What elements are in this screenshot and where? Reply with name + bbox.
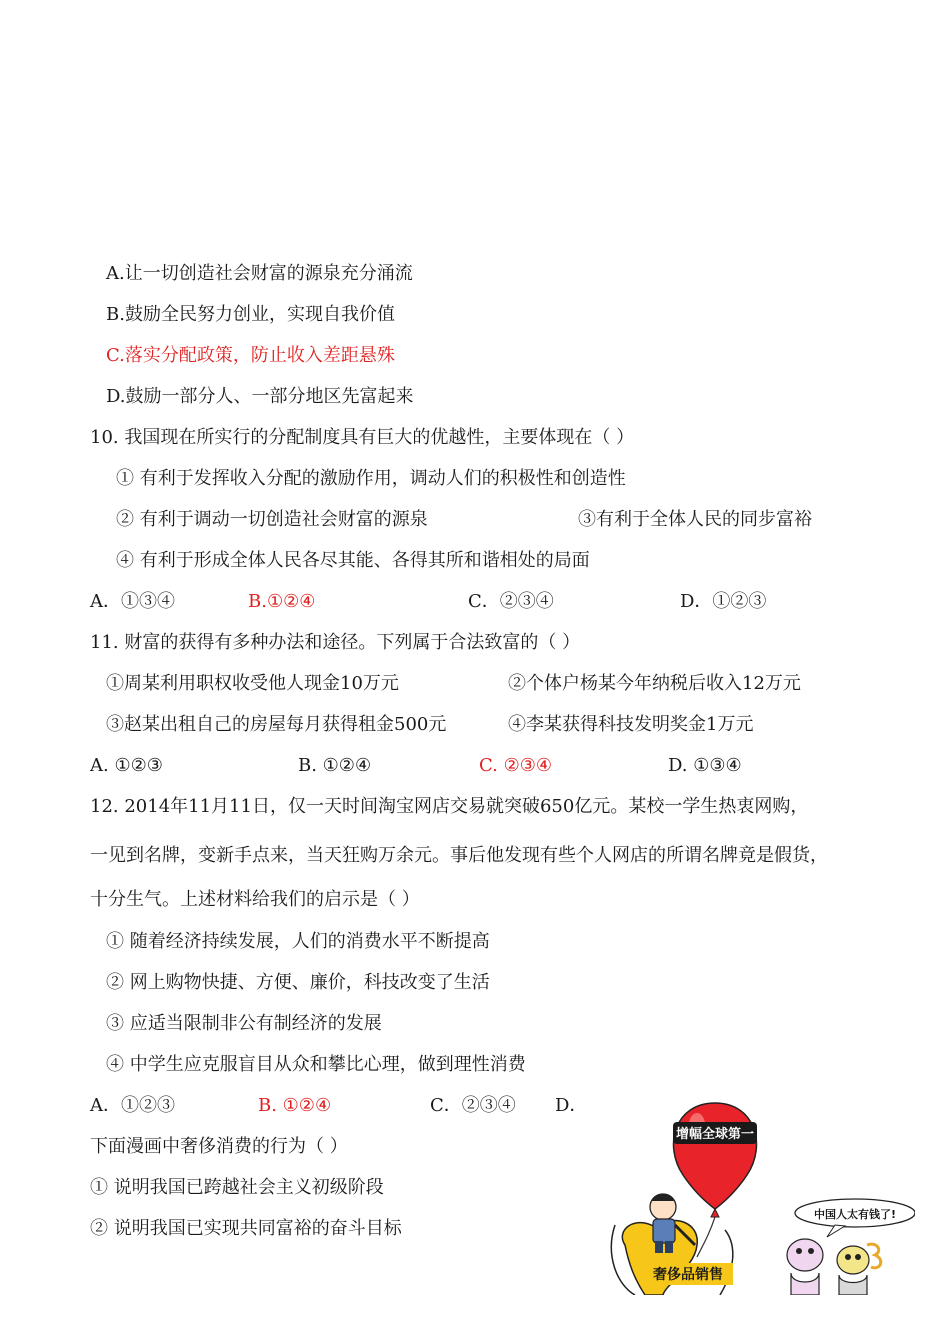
q11-statement-2: ②个体户杨某今年纳税后收入12万元 [508,673,801,694]
q12-choice-d: D． [555,1095,588,1116]
balloon-text: 增幅全球第一 [675,1127,755,1142]
q10-stem: 10. 我国现在所实行的分配制度具有巨大的优越性，主要体现在（ ） [90,427,635,448]
q12-stem-line-3: 十分生气。上述材料给我们的启示是（ ） [90,889,420,910]
q10-statement-1: ① 有利于发挥收入分配的激励作用，调动人们的积极性和创造性 [116,468,626,489]
q11-choice-c-answer: C. ②③④ [479,755,552,776]
q12-statement-4: ④ 中学生应克服盲目从众和攀比心理，做到理性消费 [106,1054,526,1075]
q11-statement-4: ④李某获得科技发明奖金1万元 [508,714,754,735]
q10-choice-d: D．①②③ [680,591,767,612]
q10-statement-2: ② 有利于调动一切创造社会财富的源泉 [116,509,428,530]
q10-choice-c: C．②③④ [468,591,554,612]
q11-choice-b: B. ①②④ [298,755,372,776]
q12-statement-3: ③ 应适当限制非公有制经济的发展 [106,1013,382,1034]
q9-option-a: A.让一切创造社会财富的源泉充分涌流 [106,263,413,284]
q11-stem: 11. 财富的获得有多种办法和途径。下列属于合法致富的（ ） [90,632,581,653]
q13-stem: 下面漫画中奢侈消费的行为（ ） [90,1136,348,1157]
q11-statement-1: ①周某利用职权收受他人现金10万元 [106,673,399,694]
q9-option-b: B.鼓励全民努力创业，实现自我价值 [106,304,395,325]
q12-statement-1: ① 随着经济持续发展，人们的消费水平不断提高 [106,931,490,952]
q12-statement-2: ② 网上购物快捷、方便、廉价，科技改变了生活 [106,972,490,993]
q9-option-c-answer: C.落实分配政策，防止收入差距悬殊 [106,345,395,366]
bubble-text: 中国人太有钱了! [813,1208,897,1221]
q10-statement-3: ③有利于全体人民的同步富裕 [578,509,812,530]
q13-statement-2: ② 说明我国已实现共同富裕的奋斗目标 [90,1218,402,1239]
q12-choice-c: C．②③④ [430,1095,516,1116]
q10-choice-b-answer: B.①②④ [248,591,316,612]
q12-stem-line-1: 12. 2014年11月11日，仅一天时间淘宝网店交易就突破650亿元。某校一学生热衷网购， [90,796,809,817]
q11-statement-3: ③赵某出租自己的房屋每月获得租金500元 [106,714,447,735]
q12-choice-a: A．①②③ [90,1095,175,1116]
q12-stem-line-2: 一见到名牌，变新手点来，当天狂购万余元。事后他发现有些个人网店的所谓名牌竟是假货， [90,845,828,866]
cartoon-illustration [605,1095,915,1295]
q11-choice-d: D. ①③④ [668,755,742,776]
q12-choice-b-answer: B. ①②④ [258,1095,332,1116]
sign-text: 奢侈品销售 [653,1267,723,1283]
q11-choice-a: A. ①②③ [90,755,163,776]
q13-statement-1: ① 说明我国已跨越社会主义初级阶段 [90,1177,384,1198]
q9-option-d: D.鼓励一部分人、一部分地区先富起来 [106,386,414,407]
q10-choice-a: A．①③④ [90,591,175,612]
q10-statement-4: ④ 有利于形成全体人民各尽其能、各得其所和谐相处的局面 [116,550,590,571]
